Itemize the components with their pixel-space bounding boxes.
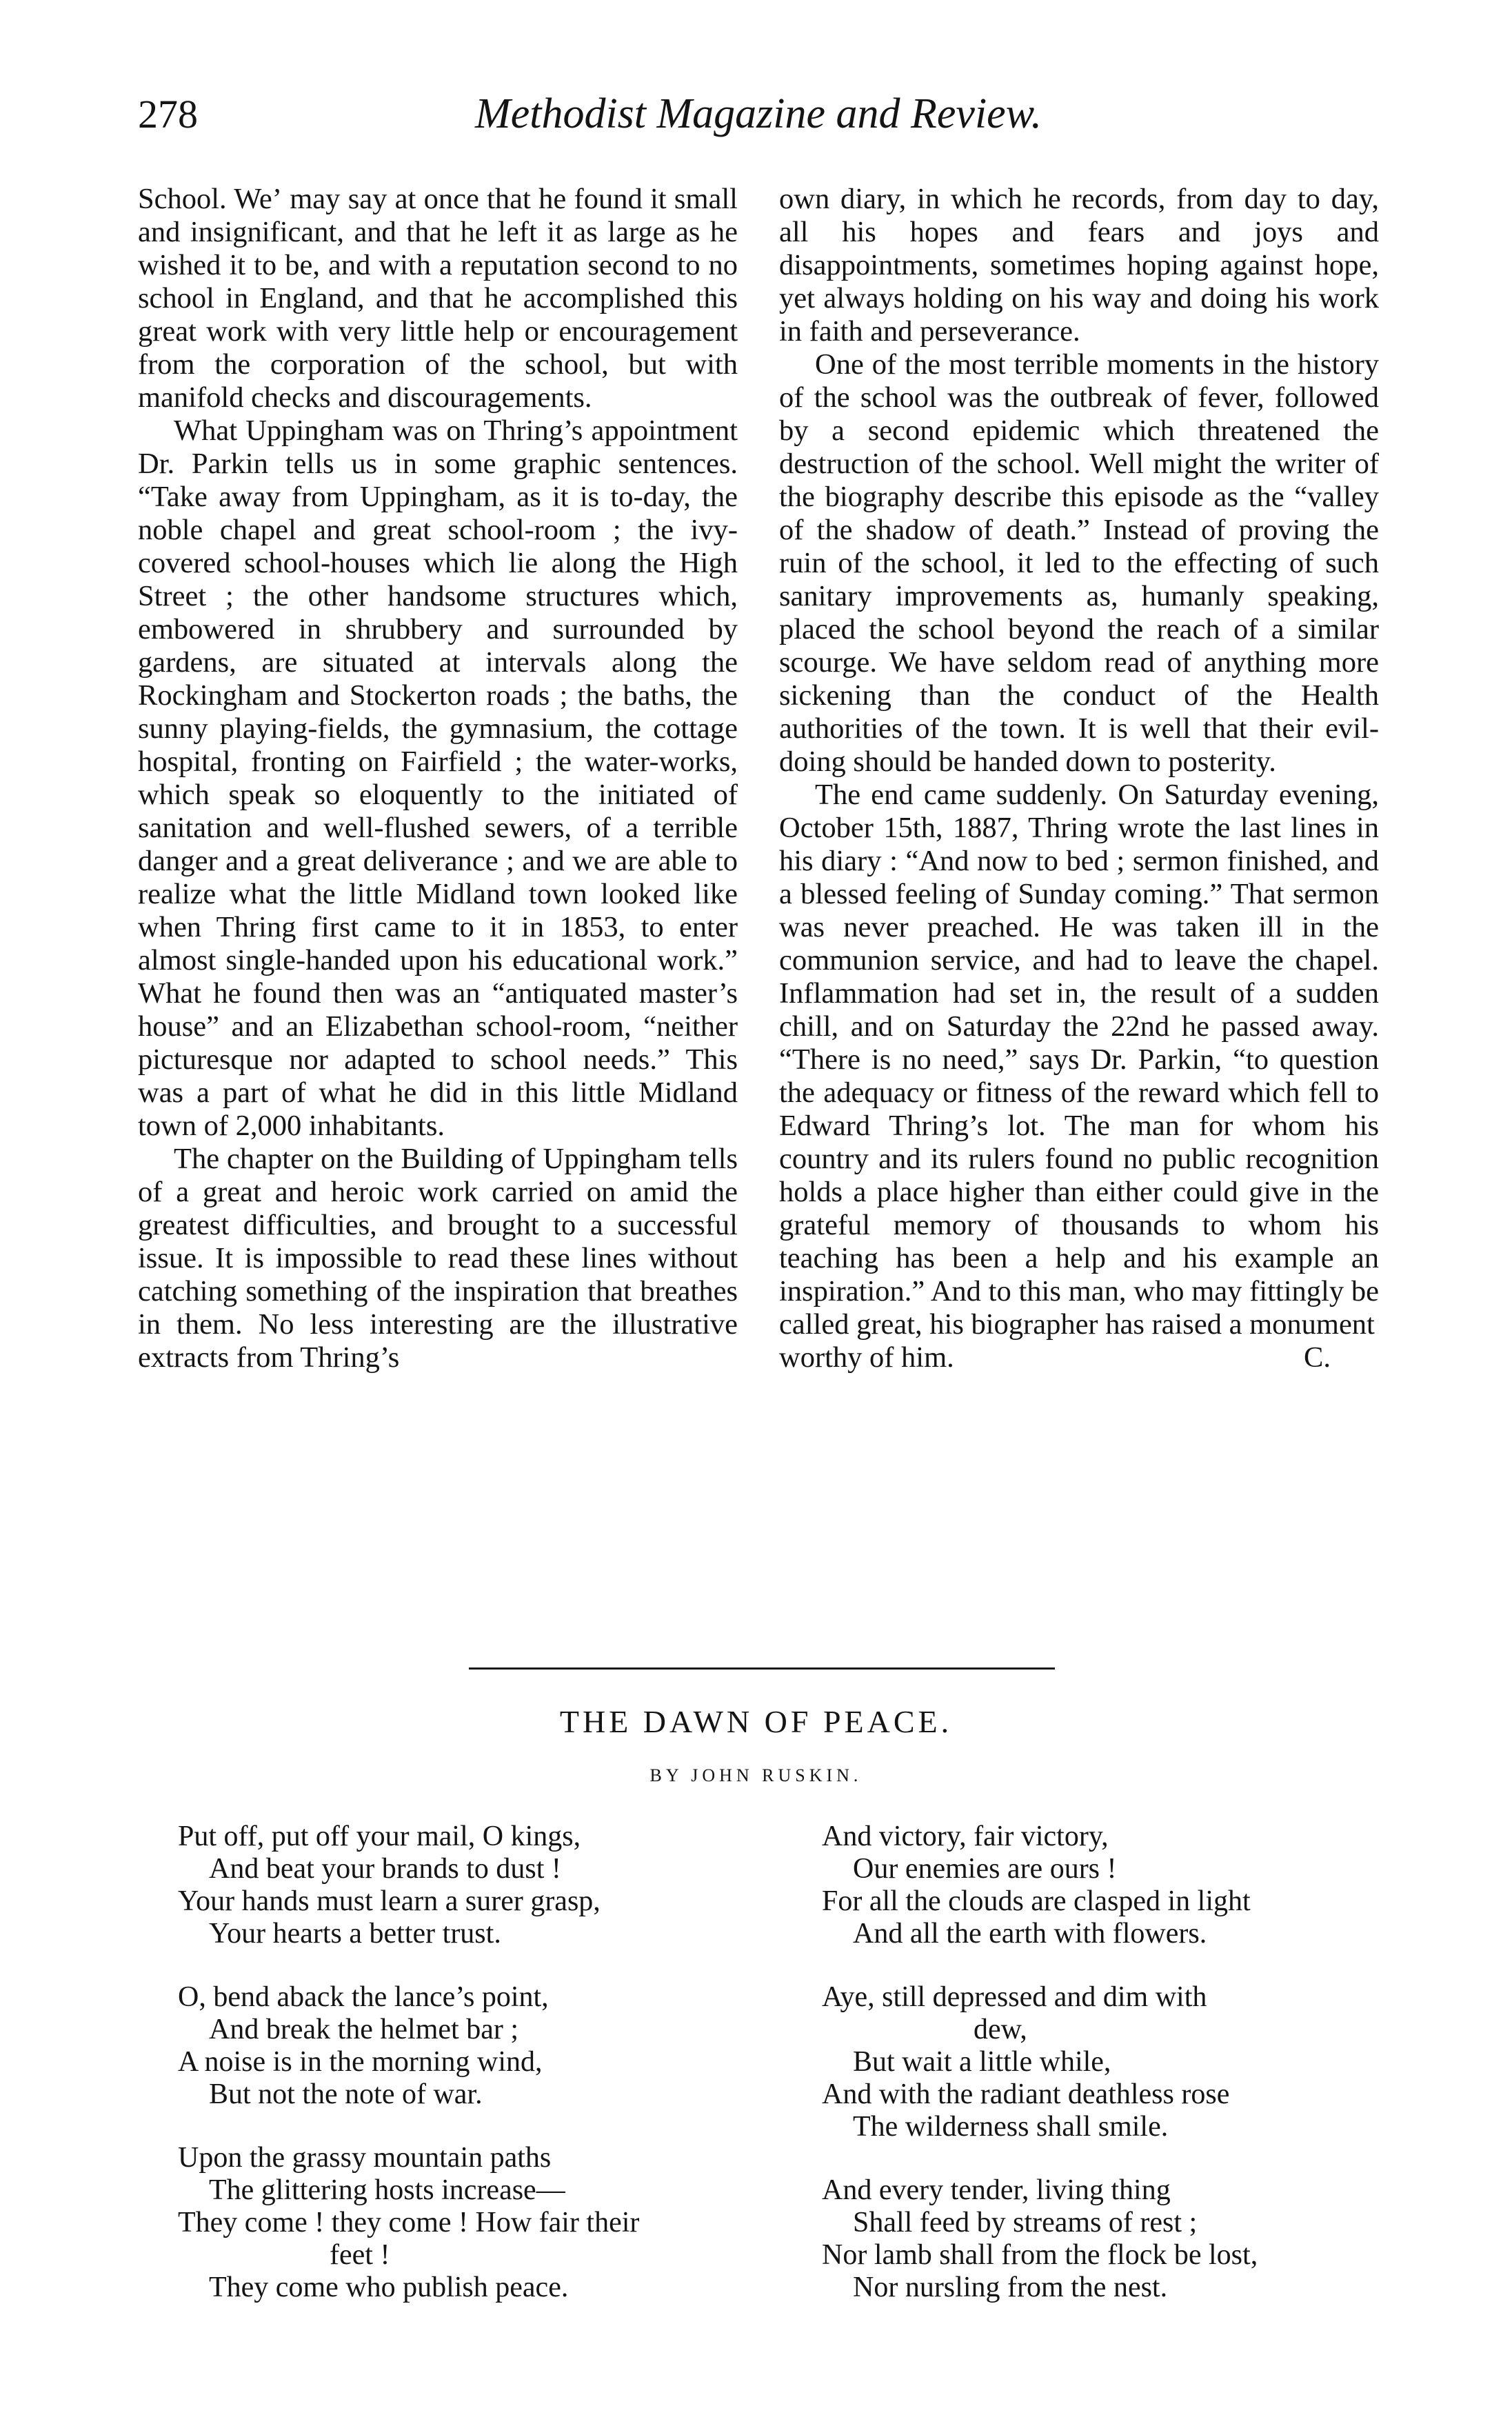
poem-line: They come ! they come ! How fair their xyxy=(178,2207,640,2238)
poem-line: And with the radiant deathless rose xyxy=(822,2078,1230,2110)
poem-title: THE DAWN OF PEACE. xyxy=(559,1704,953,1739)
poem-line: Your hands must learn a surer grasp, xyxy=(178,1885,601,1917)
poem-line: But not the note of war. xyxy=(209,2078,483,2110)
poem-right-column xyxy=(822,1821,1442,2335)
poem-stanza xyxy=(178,1981,798,2111)
poem-line: But wait a little while, xyxy=(853,2046,1111,2078)
article-closing-line xyxy=(779,1341,1379,1374)
poem-stanza xyxy=(178,1821,798,1950)
poem-line: feet ! xyxy=(330,2239,390,2271)
article-signature: C. xyxy=(1304,1341,1331,1374)
poem-line: A noise is in the morning wind, xyxy=(178,2046,543,2078)
poem-line: They come who publish peace. xyxy=(209,2272,569,2303)
page-header xyxy=(138,83,1379,159)
poem-line: Shall feed by streams of rest ; xyxy=(853,2207,1198,2238)
poem-stanza xyxy=(822,2174,1442,2304)
poem-line: O, bend aback the lance’s point, xyxy=(178,1981,549,2013)
page-number: 278 xyxy=(138,92,198,137)
poem-line: Your hearts a better trust. xyxy=(209,1918,501,1950)
poem-line: Our enemies are ours ! xyxy=(853,1853,1117,1885)
poem-line: Aye, still depressed and dim with xyxy=(822,1981,1207,2013)
article-paragraph: The end came suddenly. On Saturday evening, October 15th, 1887, Thring wrote the last lines in his diary : “And now to bed ; sermon finished, and a blessed feeling of Sunday coming.” That sermon was never preached. He was taken ill in the communion service, and had to leave the chapel. Inflammation had set in, the result of a sudden chill, and on Saturday the 22nd he passed away. “There is no need,” says Dr. Parkin, “to question the adequacy or fitness of the reward which fell to Edward Thring’s lot. The man for whom his country and its rulers found no public recognition holds a place higher than either could give in the grateful memory of thousands to whom his teaching has been a help and his example an inspiration.” And to this man, who may fittingly be called great, his biographer has raised a monument xyxy=(779,779,1379,1341)
article-paragraph: own diary, in which he records, from day to day, all his hopes and fears and joys and disappointments, sometimes hoping against hope, yet always holding on his way and doing his work in faith and perseverance. xyxy=(779,183,1379,348)
poem-line: And beat your brands to dust ! xyxy=(209,1853,561,1885)
section-divider xyxy=(469,1667,1055,1670)
poem-line: The glittering hosts increase— xyxy=(209,2174,565,2206)
article-paragraph: The chapter on the Building of Uppingham tells of a great and heroic work carried on amid the greatest difficulties, and brought to a successful issue. It is impossible to read these lines without catching something of the inspiration that breathes in them. No less interesting are the illustrative extracts from Thring’s xyxy=(138,1143,738,1374)
poem-stanza xyxy=(822,1821,1442,1950)
poem-line: dew, xyxy=(974,2014,1027,2045)
poem-line: For all the clouds are clasped in light xyxy=(822,1885,1251,1917)
article-paragraph: What Uppingham was on Thring’s appointment Dr. Parkin tells us in some graphic sentences. “Take away from Uppingham, as it is to-day, the noble chapel and great school-room ; the ivy-covered school-houses which lie along the High Street ; the other handsome structures which, embowered in shrubbery and surrounded by gardens, are situated at intervals along the Rockingham and Stockerton roads ; the baths, the sunny playing-fields, the gymnasium, the cottage hospital, fronting on Fairfield ; the water-works, which speak so eloquently to the initiated of sanitation and well-flushed sewers, of a terrible danger and a great deliverance ; and we are able to realize what the little Midland town looked like when Thring first came to it in 1853, to enter almost single-handed upon his educational work.” What he found then was an “antiquated master’s house” and an Elizabethan school-room, “neither picturesque nor adapted to school needs.” This was a part of what he did in this little Midland town of 2,000 inhabitants. xyxy=(138,414,738,1142)
poem-line: Put off, put off your mail, O kings, xyxy=(178,1821,581,1852)
poem-line: And victory, fair victory, xyxy=(822,1821,1109,1852)
article-paragraph: One of the most terrible moments in the history of the school was the outbreak of fever, followed by a second epidemic which threatened the destruction of the school. Well might the writer of the biography describe this episode as the “valley of the shadow of death.” Instead of proving the ruin of the school, it led to the effecting of such sanitary improvements as, humanly speaking, placed the school beyond the reach of a similar scourge. We have seldom read of anything more sickening than the conduct of the Health authorities of the town. It is well that their evil-doing should be handed down to posterity. xyxy=(779,348,1379,778)
poem-line: And all the earth with flowers. xyxy=(853,1918,1207,1950)
article-paragraph: School. Weʼ may say at once that he found it small and insignificant, and that he left it as large as he wished it to be, and with a reputation second to no school in England, and that he accomplished this great work with very little help or encouragement from the corporation of the school, but with manifold checks and discouragements. xyxy=(138,183,738,414)
poem-line: Nor lamb shall from the flock be lost, xyxy=(822,2239,1258,2271)
poem-stanza xyxy=(178,2142,798,2304)
article-left-column xyxy=(138,183,738,1374)
poem-author: BY JOHN RUSKIN. xyxy=(649,1765,863,1785)
article-right-column xyxy=(779,183,1379,1374)
article-closing-text: worthy of him. xyxy=(779,1341,954,1374)
poem-left-column xyxy=(178,1821,798,2335)
poem-line: Nor nursling from the nest. xyxy=(853,2272,1168,2303)
poem-stanza xyxy=(822,1981,1442,2143)
poem-line: And break the helmet bar ; xyxy=(209,2014,518,2045)
poem-line: And every tender, living thing xyxy=(822,2174,1171,2206)
poem-line: The wilderness shall smile. xyxy=(853,2111,1169,2143)
poem-line: Upon the grassy mountain paths xyxy=(178,2142,552,2174)
running-title: Methodist Magazine and Review. xyxy=(475,90,1042,137)
